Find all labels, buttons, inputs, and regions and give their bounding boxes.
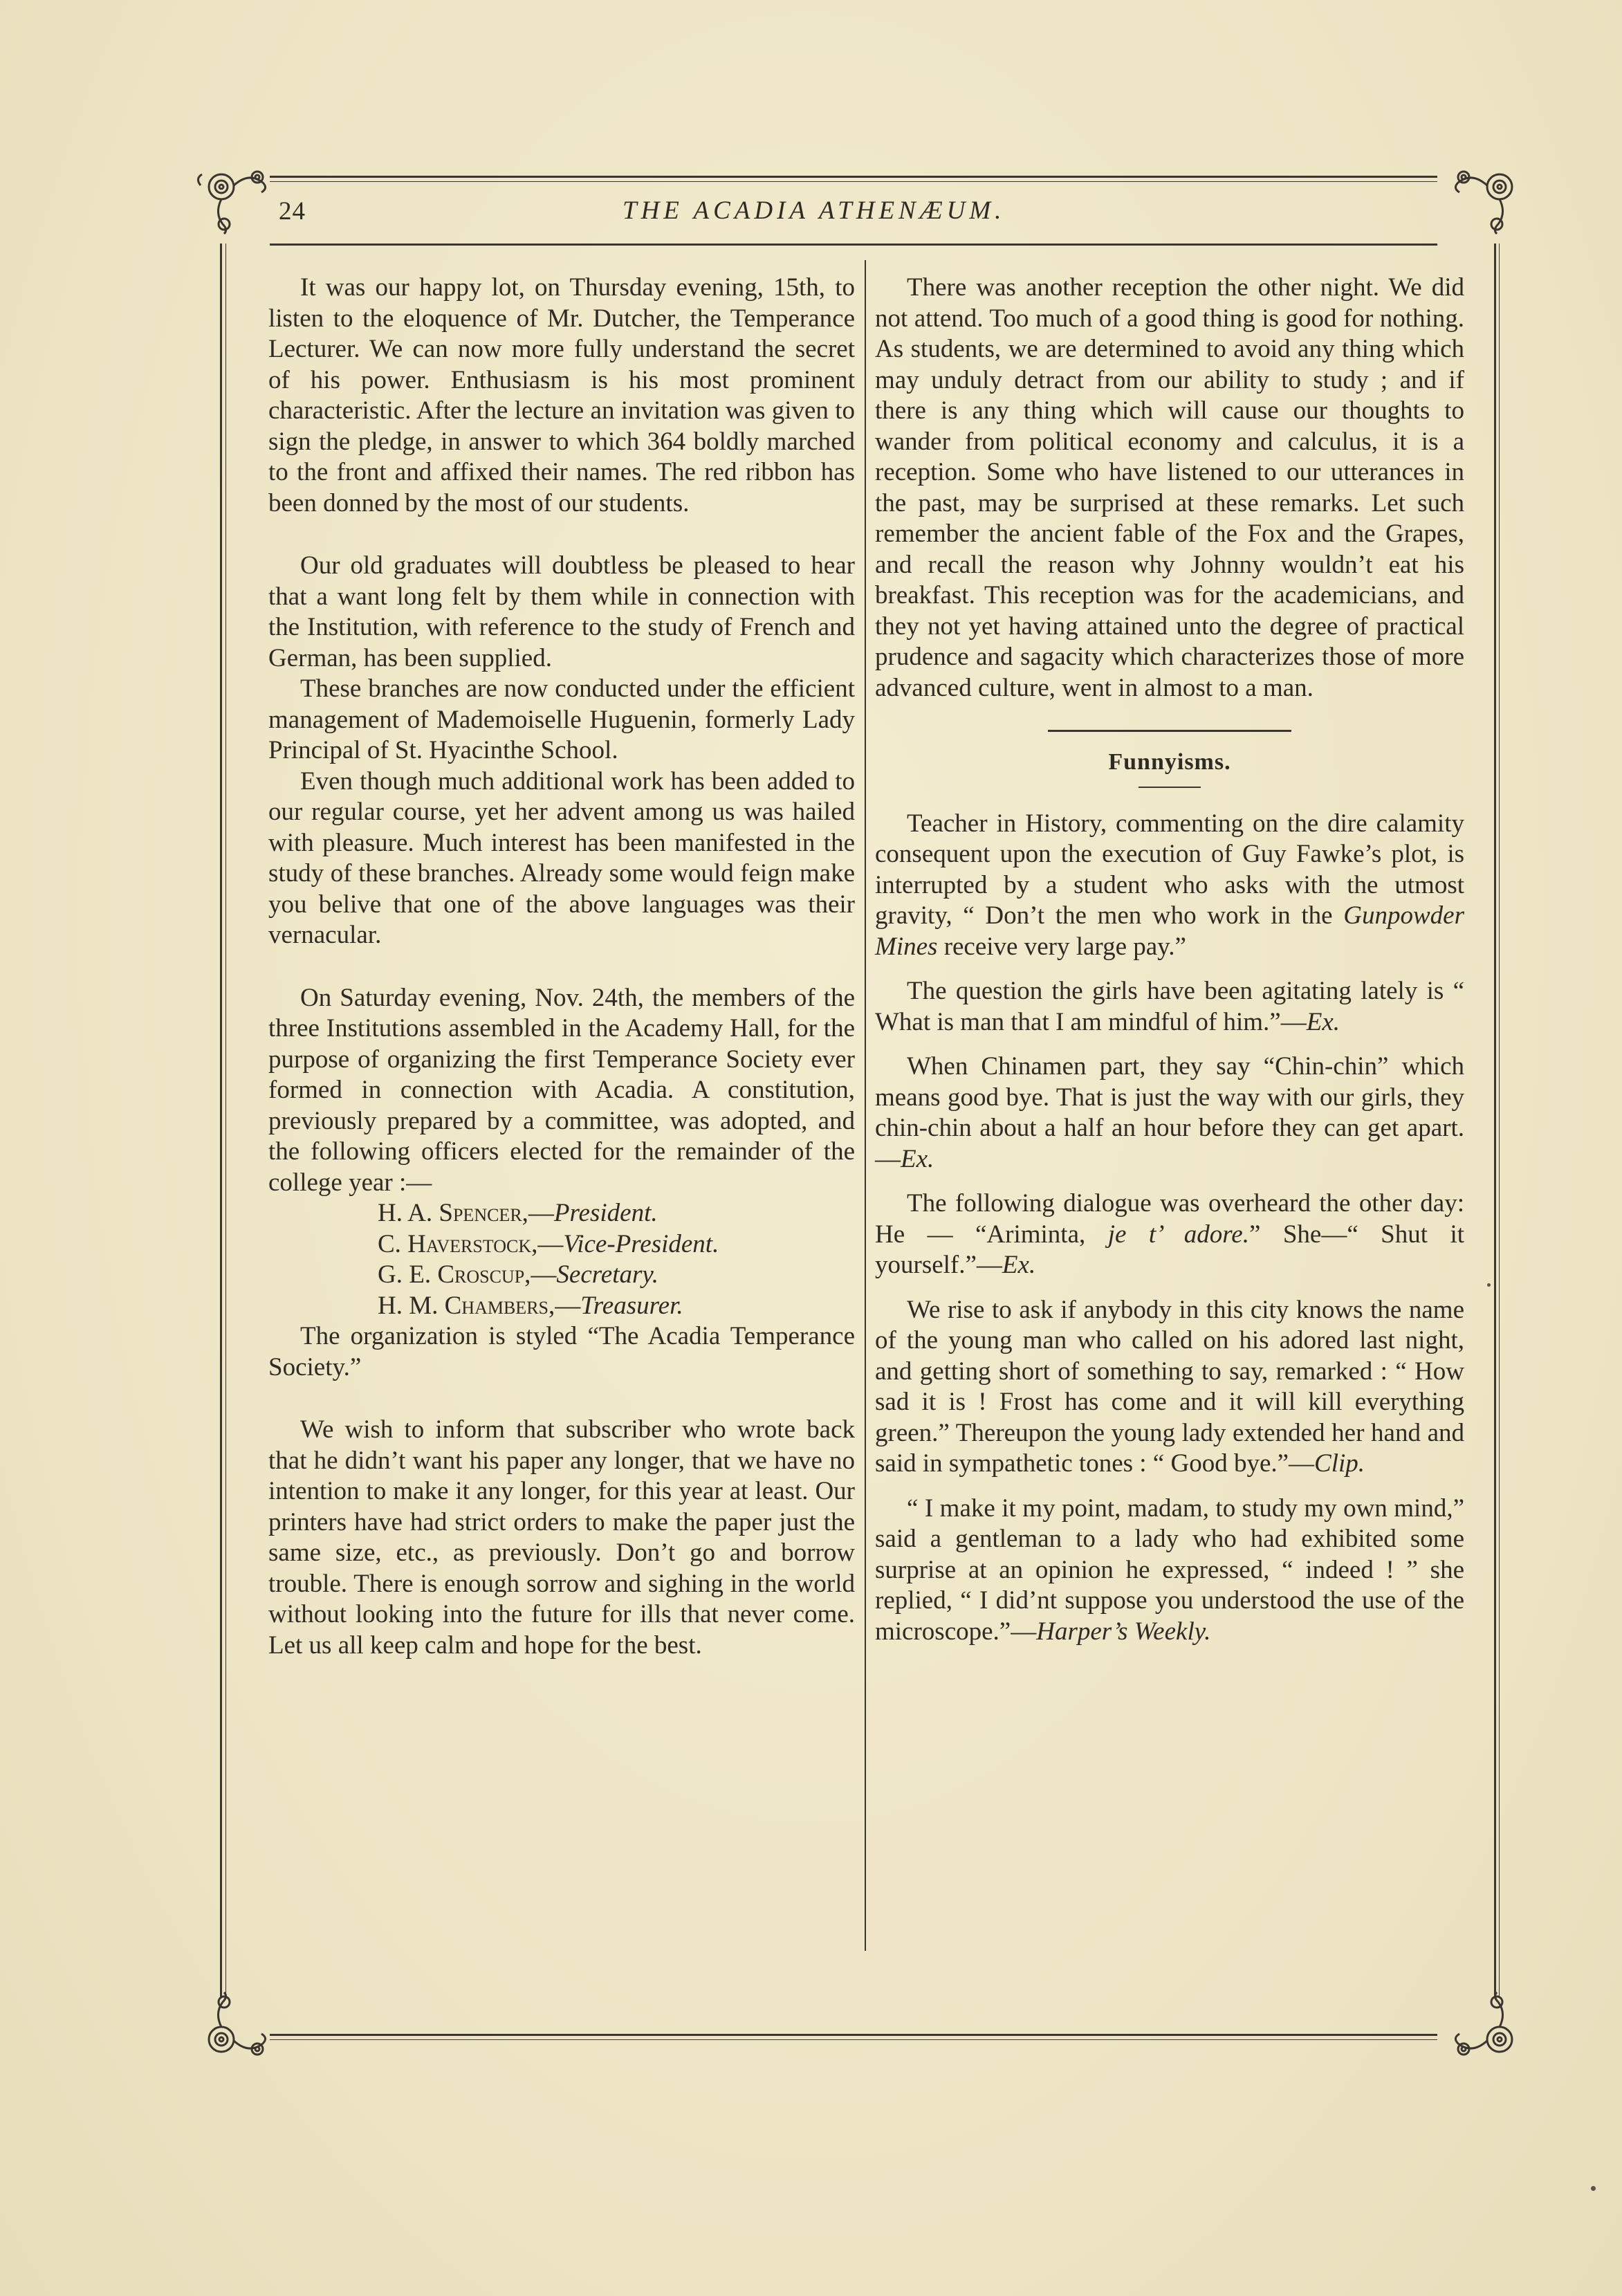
officer-line: H. A. Spencer,—President. xyxy=(378,1199,658,1227)
paragraph-subscriber: We wish to inform that subscriber who wrote back that he didn’t want his paper any longer, that we have no intention to make it any longer, for this year at least. Our printers have had strict orders to make the paper just the same size, etc., as previously. Don’t go and borrow trouble. There is enough sorrow and sighing in the world without looking into the future for ills that never come. Let us all keep calm and hope for the best. xyxy=(268,1415,855,1660)
top-rule-inner xyxy=(270,181,1437,182)
paragraph-branches: These branches are now conducted under the efficient management of Mademoiselle Huguenin, formerly Lady Principal of St. Hyacinthe School. xyxy=(268,674,855,764)
column-divider xyxy=(865,260,866,1951)
paragraph-temperance-lecture: It was our happy lot, on Thursday evening, 15th, to listen to the eloquence of Mr. Dutcher, the Temperance Lecturer. We can now more fully understand the secret of his power. Enthusiasm is his most prominent characteristic. After the lecture an invitation was given to sign the pledge, in answer to which 364 boldly marched to the front and affixed their names. The red ribbon has been donned by the most of our students. xyxy=(268,273,855,517)
section-title: Funnyisms. xyxy=(1108,749,1231,775)
header-underline xyxy=(270,244,1437,246)
paragraph-society-name: The organization is styled “The Acadia Temperance Society.” xyxy=(268,1322,855,1381)
funnyism-history: Teacher in History, commenting on the dire calamity consequent upon the execution of Guy Fawke’s plot, is interrupted by a student who asks with the utmost gravity, “ Don’t the men who work in the Gunpowder Mines receive very large pay.” xyxy=(875,809,1465,961)
officer-line: C. Haverstock,—Vice-President. xyxy=(378,1229,719,1258)
bottom-right-ornament-icon xyxy=(1439,1985,1529,2068)
left-border xyxy=(220,244,222,1997)
officers-list xyxy=(268,1198,855,1321)
left-border-inner xyxy=(225,244,226,1997)
funnyism-microscope: “ I make it my point, madam, to study my own mind,” said a gentleman to a lady who had exhibited some surprise at an opinion he expressed, “ indeed ! ” she replied, “ I did’nt suppose you understood the use of the microscope.”—Harper’s Weekly. xyxy=(875,1494,1464,1646)
journal-title: THE ACADIA ATHENÆUM. xyxy=(623,196,1006,225)
top-rule xyxy=(270,176,1437,178)
bottom-rule-inner xyxy=(270,2039,1437,2040)
bottom-left-ornament-icon xyxy=(194,1985,284,2068)
paragraph-additional-work: Even though much additional work has been added to our regular course, yet her advent among us was hailed with pleasure. Much interest has been manifested in the study of these branches. Already some would feign make you belive that one of the above languages was their vernacular. xyxy=(268,766,855,949)
funnyism-dialogue: The following dialogue was overheard the other day: He — “Ariminta, je t’ adore.” She—“ Shut it yourself.”—Ex. xyxy=(875,1189,1465,1279)
right-border xyxy=(1494,244,1496,1997)
right-column xyxy=(875,273,1464,1647)
officer-line: G. E. Croscup,—Secretary. xyxy=(378,1260,659,1289)
funnyism-girls: The question the girls have been agitating lately is “ What is man that I am mindful of him.”—Ex. xyxy=(875,977,1464,1036)
section-divider-small xyxy=(1139,787,1201,788)
section-divider xyxy=(1048,730,1291,732)
bottom-rule xyxy=(270,2034,1437,2036)
paragraph-graduates: Our old graduates will doubtless be pleased to hear that a want long felt by them while in connection with the Institution, with reference to the study of French and German, has been supplied. xyxy=(268,551,855,672)
paragraph-temperance-society: On Saturday evening, Nov. 24th, the members of the three Institutions assembled in the Academy Hall, for the purpose of organizing the first Temperance Society ever formed in connection with Acadia. A constitution, previously prepared by a committee, was adopted, and the following officers elected for the remainder of the college year :— xyxy=(268,983,855,1197)
funnyism-young-man: We rise to ask if anybody in this city knows the name of the young man who called on his adored last night, and getting short of something to say, remarked : “ How sad it is ! Frost has come and it will kill everything green.” Thereupon the young lady extended her hand and said in sympathetic tones : “ Good bye.”—Clip. xyxy=(875,1295,1464,1478)
paper-speck xyxy=(1487,1283,1491,1287)
funnyism-chinamen: When Chinamen part, they say “Chin-chin” which means good bye. That is just the way with our girls, they chin-chin about a half an hour before they can get apart.—Ex. xyxy=(875,1052,1464,1173)
officer-line: H. M. Chambers,—Treasurer. xyxy=(378,1291,683,1320)
page-number: 24 xyxy=(279,197,306,226)
left-column xyxy=(268,273,855,1661)
paper-speck xyxy=(1591,2186,1596,2191)
top-right-ornament-icon xyxy=(1439,158,1529,241)
paragraph-reception: There was another reception the other night. We did not attend. Too much of a good thing is good for nothing. As students, we are determined to avoid any thing which may unduly detract from our ability to study ; and if there is any thing which will cause our thoughts to wander from political economy and calculus, it is a reception. Some who have listened to our utterances in the past, may be surprised at these remarks. Let such remember the ancient fable of the Fox and the Grapes, and recall the reason why Johnny wouldn’t eat his breakfast. This reception was for the academicians, and they not yet having attained unto the degree of practical prudence and sagacity which characterizes those of more advanced culture, went in almost to a man. xyxy=(875,273,1464,702)
right-border-inner xyxy=(1499,244,1500,1997)
top-left-ornament-icon xyxy=(194,158,284,241)
